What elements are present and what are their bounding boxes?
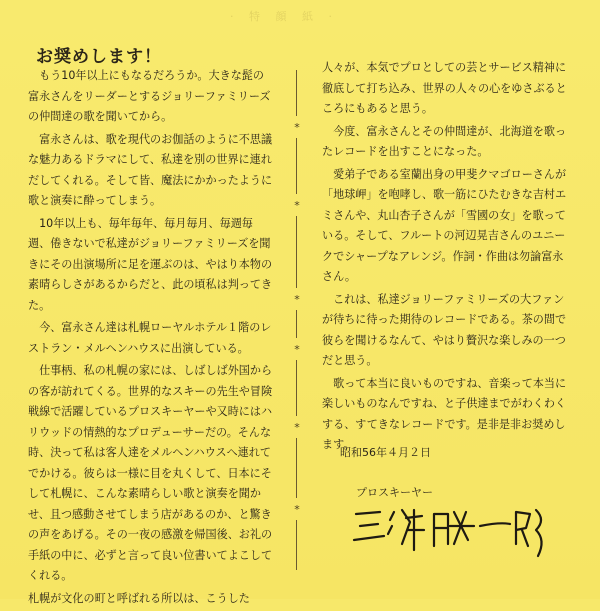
paragraph: 今、富永さん達は札幌ローヤルホテル１階のレストラン・メルヘンハウスに出演している。 <box>28 321 272 355</box>
paragraph: 愛弟子である室蘭出身の甲斐クマゴローさんが「地球岬」を咆哮し、歌一筋にひたむきな吉村エミさんや、丸山杏子さんが「雪國の女」を歌っている。そして、フルートの河辺晃吉さんのユニークでシャープなアレンジ。作詞・作曲は勿論富永さん。 <box>322 167 567 283</box>
star-divider-icon: * <box>294 343 300 356</box>
star-divider-icon: * <box>294 199 300 212</box>
bleed-through-text: · 特 顔 紙 · <box>230 10 338 23</box>
paragraph: 今度、富永さんとその仲間達が、北海道を歌ったレコードを出すことになった。 <box>322 124 567 158</box>
star-divider-icon: * <box>294 121 300 134</box>
star-divider-icon: * <box>294 503 300 516</box>
left-column <box>28 66 274 611</box>
author-role: プロスキーヤー <box>356 486 433 499</box>
paragraph: これは、私達ジョリーファミリーズの大ファンが待ちに待った期待のレコードである。茶の間で彼らを聞けるなんて、やはり贅沢な楽しみの一つだと思う。 <box>322 292 567 367</box>
paragraph: 仕事柄、私の札幌の家には、しばしば外国からの客が訪れてくる。世界的なスキーの先生や冒険戦線で活躍しているプロスキーヤーや又時にはハリウッドの情熱的なプロデューサーだの。そんな時、決って私は客人達をメルヘンハウスへ連れてでかける。彼らは一様に目を丸くして、日本にそして札幌に、こんな素晴らしい歌と演奏を聞かせ、且つ感動させてしまう店があるのか、と驚きの声をあげる。その一夜の感激を帰国後、お礼の手紙の中に、必ずと言って良い位書いてよこしてくれる。 <box>28 364 273 582</box>
paragraph: 歌って本当に良いものですね、音楽って本当に楽しいものなんですね、と子供達までがわくわくする、すてきなレコードです。是非是非お奨めします。 <box>322 376 567 451</box>
paragraph: 人々が、本気でプロとしての芸とサービス精神に徹底して打ち込み、世界の人々の心をゆさぶるところにもあると思う。 <box>322 61 567 115</box>
paragraph: 富永さんは、歌を現代のお伽話のように不思議な魅力あるドラマにして、私達を別の世界に連れだしてくれる。そして皆、魔法にかかったように歌と演奏に酔ってしまう。 <box>28 132 273 207</box>
star-divider-icon: * <box>294 421 300 434</box>
paragraph: 札幌が文化の町と呼ばれる所以は、こうした <box>28 591 250 605</box>
signature-image <box>350 500 550 562</box>
column-divider <box>290 70 304 570</box>
star-divider-icon: * <box>294 293 300 306</box>
page-title: お奨めします！ <box>36 47 162 67</box>
date-line: 昭和56年４月２日 <box>340 446 431 459</box>
paragraph: もう10年以上にもなるだろうか。大きな髭の富永さんをリーダーとするジョリーファミリーズの仲間達の歌を聞いてから。 <box>28 69 271 123</box>
right-column <box>322 58 568 458</box>
paragraph: 10年以上も、毎年毎年、毎月毎月、毎週毎週、倦きないで私達がジョリーファミリーズを聞きにその出演場所に足を運ぶのは、やはり本物の素晴らしさがあるからだと、此の頃私は判ってきた。 <box>28 216 273 312</box>
